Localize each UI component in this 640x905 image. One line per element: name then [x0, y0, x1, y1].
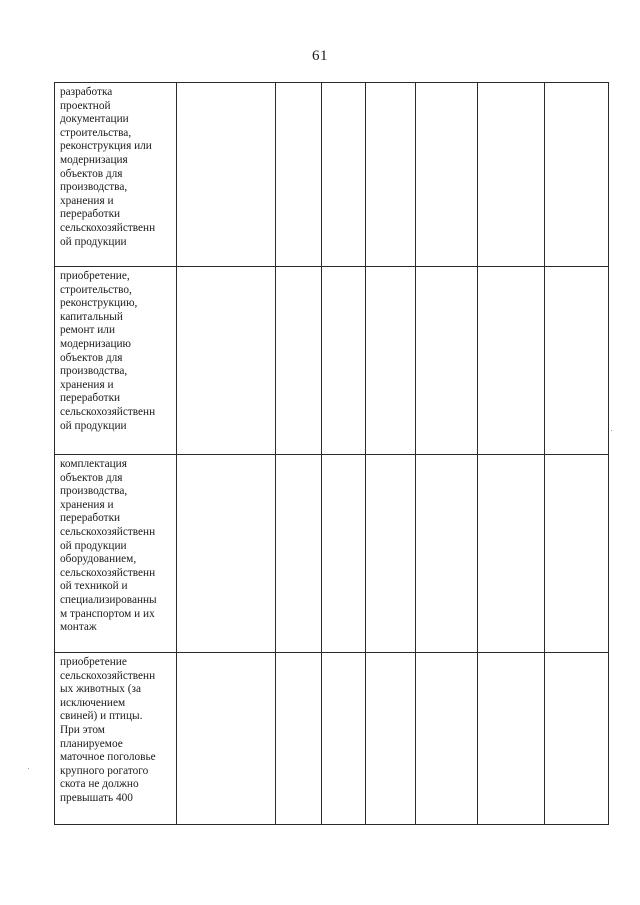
empty-cell — [416, 653, 478, 825]
empty-cell — [322, 653, 366, 825]
empty-cell — [276, 267, 322, 455]
empty-cell — [545, 267, 609, 455]
empty-cell — [478, 83, 545, 267]
row-label-cell: приобретение сельскохозяйственн ых животных (за исключением свиней) и птицы. При этом планируемое маточное поголовье крупного рогатого скота не должно превышать 400 — [55, 653, 177, 825]
data-table — [54, 82, 609, 825]
empty-cell — [366, 653, 416, 825]
empty-cell — [416, 83, 478, 267]
row-label-cell: комплектация объектов для производства, хранения и переработки сельскохозяйственн ой продукции оборудованием, сельскохозяйственн ой техникой и специализированны м транспортом и их монтаж — [55, 455, 177, 653]
empty-cell — [322, 455, 366, 653]
empty-cell — [177, 653, 276, 825]
empty-cell — [545, 455, 609, 653]
empty-cell — [322, 267, 366, 455]
table-row — [55, 83, 609, 267]
empty-cell — [545, 653, 609, 825]
empty-cell — [366, 455, 416, 653]
empty-cell — [276, 653, 322, 825]
empty-cell — [416, 455, 478, 653]
scan-speck — [28, 768, 29, 769]
empty-cell — [177, 83, 276, 267]
empty-cell — [478, 267, 545, 455]
empty-cell — [416, 267, 478, 455]
empty-cell — [478, 455, 545, 653]
table-row — [55, 267, 609, 455]
empty-cell — [478, 653, 545, 825]
empty-cell — [177, 455, 276, 653]
empty-cell — [322, 83, 366, 267]
empty-cell — [366, 83, 416, 267]
empty-cell — [276, 83, 322, 267]
row-label-cell: приобретение, строительство, реконструкцию, капитальный ремонт или модернизацию объектов для производства, хранения и переработки сельскохозяйственн ой продукции — [55, 267, 177, 455]
row-label-cell: разработка проектной документации строительства, реконструкция или модернизация объектов для производства, хранения и переработки сельскохозяйственн ой продукции — [55, 83, 177, 267]
empty-cell — [276, 455, 322, 653]
page-number: 61 — [312, 48, 328, 64]
empty-cell — [366, 267, 416, 455]
empty-cell — [545, 83, 609, 267]
empty-cell — [177, 267, 276, 455]
table-row — [55, 455, 609, 653]
scan-speck — [611, 430, 612, 431]
table-row — [55, 653, 609, 825]
